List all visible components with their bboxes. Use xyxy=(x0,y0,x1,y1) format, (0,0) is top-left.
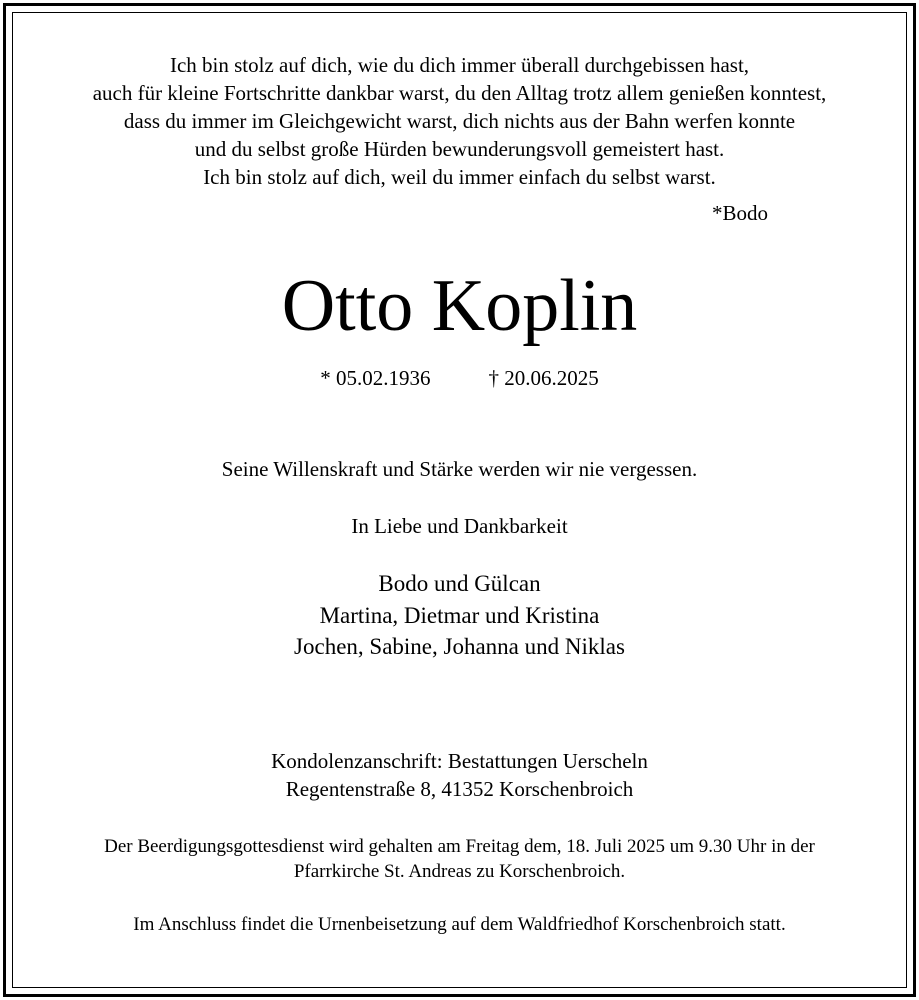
mourner-line-1: Bodo und Gülcan xyxy=(378,571,541,596)
service-line-1: Der Beerdigungsgottesdienst wird gehalten am Freitag dem, 18. Juli 2025 um 9.30 Uhr in der xyxy=(104,836,815,857)
tribute-text: Seine Willenskraft und Stärke werden wir nie vergessen. xyxy=(221,457,698,481)
birth-date: * 05.02.1936 xyxy=(320,366,431,390)
mourner-line-3: Jochen, Sabine, Johanna und Niklas xyxy=(294,634,625,659)
poem-author: *Bodo xyxy=(712,201,769,225)
poem-line-1: Ich bin stolz auf dich, wie du dich immer überall durchgebissen hast, xyxy=(169,53,750,77)
condolence-line-2: Regentenstraße 8, 41352 Korschenbroich xyxy=(285,777,634,801)
burial-info: Im Anschluss findet die Urnenbeisetzung auf dem Waldfriedhof Korschenbroich statt. xyxy=(133,914,786,935)
poem-line-2: auch für kleine Fortschritte dankbar warst, du den Alltag trotz allem genießen konntest, xyxy=(92,81,827,105)
poem-line-3: dass du immer im Gleichgewicht warst, dich nichts aus der Bahn werfen konnte xyxy=(123,109,796,133)
closing-text: In Liebe und Dankbarkeit xyxy=(351,514,568,538)
deceased-name: Otto Koplin xyxy=(281,265,638,347)
mourner-line-2: Martina, Dietmar und Kristina xyxy=(319,603,600,628)
life-dates xyxy=(0,366,919,391)
death-date: † 20.06.2025 xyxy=(488,366,599,390)
service-line-2: Pfarrkirche St. Andreas zu Korschenbroich. xyxy=(293,861,626,882)
poem-line-5: Ich bin stolz auf dich, weil du immer einfach du selbst warst. xyxy=(203,165,716,189)
condolence-line-1: Kondolenzanschrift: Bestattungen Uerscheln xyxy=(271,749,648,773)
poem-line-4: und du selbst große Hürden bewunderungsvoll gemeistert hast. xyxy=(194,137,725,161)
